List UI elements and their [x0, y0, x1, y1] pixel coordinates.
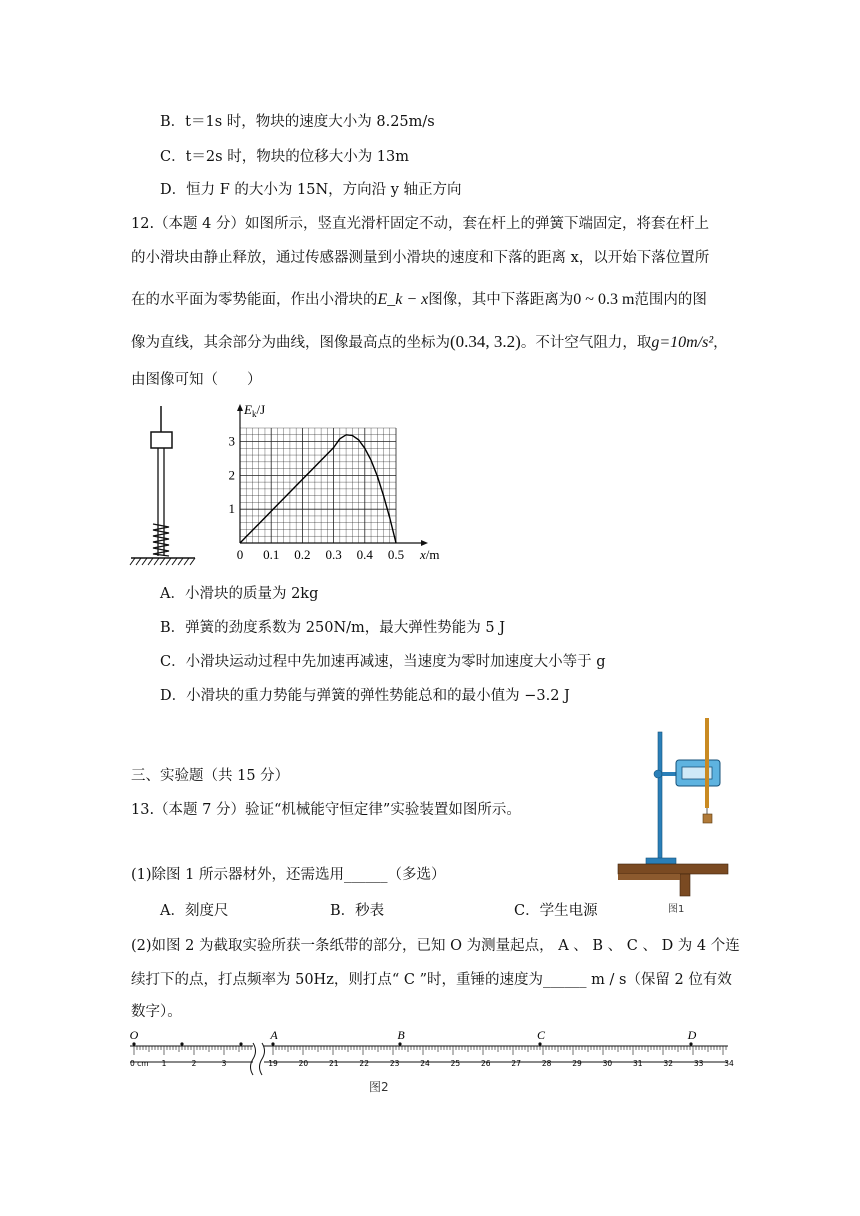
y-axis-arrow [237, 404, 243, 411]
tape-dot [239, 1042, 242, 1045]
y-axis-label: $E_k/J$ [244, 402, 266, 419]
q11-option-d: D．恒力 F 的大小为 15N，方向沿 y 轴正方向 [160, 182, 462, 198]
fig1-caption: 图1 [668, 904, 685, 915]
ruler-cm-label: 24 [420, 1059, 430, 1068]
q12-option-c: C．小滑块运动过程中先加速再减速，当速度为零时加速度大小等于 g [160, 654, 606, 670]
q12-range-formula: 0 ~ 0.3 m [573, 291, 635, 308]
q12-line3 [131, 290, 707, 310]
q12-line2: 的小滑块由静止释放，通过传感器测量到小滑块的速度和下落的距离 x，以开始下落位置所 [131, 250, 710, 266]
x-tick-label: 0.4 [356, 547, 373, 562]
ruler-cm-label: 22 [359, 1059, 369, 1068]
tape-dot [689, 1042, 692, 1045]
tape-dot [132, 1042, 135, 1045]
x-tick-label: 0.5 [387, 547, 405, 562]
ruler-cm-label: 19 [268, 1059, 278, 1068]
ruler-cm-label: 28 [541, 1059, 552, 1068]
ruler-tape-figure [128, 1028, 734, 1076]
q12-line5: 由图像可知（ ） [131, 372, 262, 388]
q12-line4 [131, 332, 728, 353]
tape-point-label: D [687, 1028, 697, 1042]
stand-base [646, 858, 676, 864]
ruler-cm-label: 20 [298, 1059, 309, 1068]
q12-option-b: B．弹簧的劲度系数为 250N/m，最大弹性势能为 5 J [160, 620, 506, 636]
table-leg [680, 874, 690, 896]
q13-part1-option-c: C．学生电源 [514, 903, 598, 919]
tape-dot [180, 1042, 183, 1045]
q13-part1: (1)除图 1 所示器材外，还需选用______（多选） [131, 867, 446, 883]
q12-line4-text-b: 。不计空气阻力，取 [520, 335, 652, 351]
q12-line1: 12.（本题 4 分）如图所示，竖直光滑杆固定不动，套在杆上的弹簧下端固定，将套在杆上 [131, 216, 709, 232]
table-front [618, 874, 680, 880]
slider-block [151, 432, 172, 448]
ruler-cm-label: 30 [602, 1059, 613, 1068]
q13-part2-line1: (2)如图 2 为截取实验所获一条纸带的部分，已知 O 为测量起点， A 、 B 、 C 、 D 为 4 个连 [131, 938, 740, 954]
x-axis-arrow [421, 540, 428, 546]
ground-hatch [130, 558, 195, 565]
q13-part1-option-b: B．秒表 [330, 903, 385, 919]
q12-option-d: D．小滑块的重力势能与弹簧的弹性势能总和的最小值为 −3.2 J [160, 688, 570, 704]
q13-line1: 13.（本题 7 分）验证“机械能守恒定律”实验装置如图所示。 [131, 802, 521, 818]
q11-option-b: B．t＝1s 时，物块的速度大小为 8.25m/s [160, 114, 435, 130]
ruler-cm-label: 29 [572, 1059, 582, 1068]
q12-line3-text-c: 范围内的图 [634, 292, 707, 308]
tape-dot [271, 1042, 274, 1045]
q12-option-a: A．小滑块的质量为 2kg [160, 586, 319, 602]
ruler-cm-label: 33 [693, 1059, 704, 1068]
ruler-cm-label: 34 [724, 1059, 734, 1068]
q12-line3-text-a: 在的水平面为零势能面，作出小滑块的 [131, 292, 378, 308]
x-tick-label: 0.1 [263, 547, 280, 562]
fig2-caption: 图2 [369, 1080, 389, 1094]
rod-spring-figure [125, 400, 205, 570]
hanging-weight [703, 814, 712, 823]
q13-part2-line2: 续打下的点，打点频率为 50Hz，则打点“ C ”时，重锤的速度为______ m / s（保留 2 位有效 [131, 972, 732, 988]
tape-dot [538, 1042, 541, 1045]
y-tick-label: 1 [228, 501, 235, 517]
x-tick-label: 0.3 [325, 547, 342, 562]
q12-line3-text-b: 图像，其中下落距离为 [428, 292, 574, 308]
table-top [618, 864, 728, 874]
ek-x-chart [222, 400, 452, 570]
ruler-cm-label: 23 [389, 1059, 400, 1068]
x-tick-label: 0.2 [294, 547, 311, 562]
section3-title: 三、实验题（共 15 分） [131, 768, 290, 784]
tape-point-label: A [270, 1028, 278, 1042]
q12-ek-x-formula: E_k − x [377, 291, 429, 308]
ruler-cm-label: 25 [450, 1059, 461, 1068]
ruler-cm-label: 2 [191, 1059, 197, 1068]
q12-gravity-value: g=10m/s² [651, 334, 714, 351]
y-tick-label: 2 [228, 467, 235, 483]
tape-point-label: B [397, 1028, 405, 1042]
ruler-cm-label: 32 [663, 1059, 673, 1068]
vertical-stand-rod [658, 732, 662, 860]
ruler-cm-label: 1 [161, 1059, 167, 1068]
ruler-cm-label: 27 [511, 1059, 521, 1068]
ruler-break-mark [260, 1043, 265, 1075]
y-tick-label: 3 [228, 433, 235, 449]
ruler-body [130, 1028, 734, 1075]
q13-part2-line3: 数字）。 [131, 1004, 182, 1020]
q13-part1-option-a: A．刻度尺 [160, 903, 229, 919]
spring-coil [153, 524, 169, 556]
ruler-cm-label: 3 [221, 1059, 227, 1068]
chart-grid [240, 428, 396, 543]
apparatus-figure [618, 712, 728, 902]
tape-point-label: C [536, 1028, 546, 1042]
ruler-cm-label: 26 [481, 1059, 491, 1068]
ruler-cm-label: 21 [329, 1059, 339, 1068]
q12-peak-coordinate: (0.34, 3.2) [450, 332, 521, 351]
x-axis-label: x/m [420, 547, 440, 562]
clamp-knob [654, 770, 662, 778]
x-tick-label: 0 [236, 547, 244, 562]
q12-line4-text-a: 像为直线，其余部分为曲线，图像最高点的坐标为 [131, 335, 450, 351]
ruler-left-zero-label: 0 cm [130, 1059, 149, 1068]
tape-dot [398, 1042, 401, 1045]
q11-option-c: C．t＝2s 时，物块的位移大小为 13m [160, 149, 410, 165]
tape-point-label: O [129, 1028, 139, 1042]
ruler-cm-label: 31 [633, 1059, 643, 1068]
q12-line4-text-c: ， [713, 335, 728, 351]
